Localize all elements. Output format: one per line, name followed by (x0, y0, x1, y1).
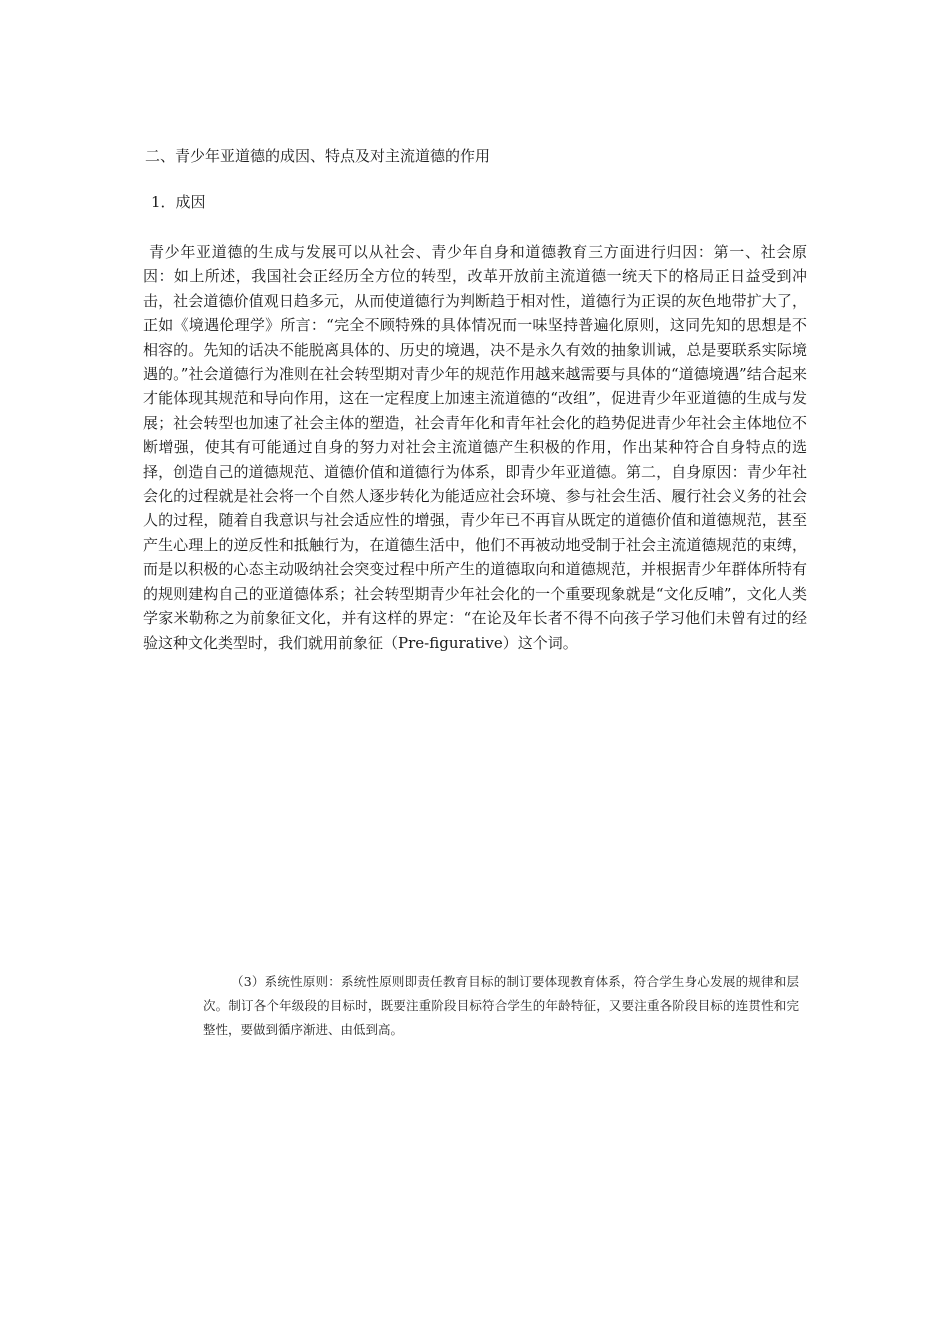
body-paragraph: 青少年亚道德的生成与发展可以从社会、青少年自身和道德教育三方面进行归因：第一、社会原因：如上所述，我国社会正经历全方位的转型，改革开放前主流道德一统天下的格局正日益受到冲击，社会道德价值观日趋多元，从而使道德行为判断趋于相对性，道德行为正误的灰色地带扩大了，正如《境遇伦理学》所言：“完全不顾特殊的具体情况而一味坚持普遍化原则，这同先知的思想是不相容的。先知的话决不能脱离具体的、历史的境遇，决不是永久有效的抽象训诫，总是要联系实际境遇的。”社会道德行为准则在社会转型期对青少年的规范作用越来越需要与具体的“道德境遇”结合起来才能体现其规范和导向作用，这在一定程度上加速主流道德的“改组”，促进青少年亚道德的生成与发展；社会转型也加速了社会主体的塑造，社会青年化和青年社会化的趋势促进青少年社会主体地位不断增强，使其有可能通过自身的努力对社会主流道德产生积极的作用，作出某种符合自身特点的选择，创造自己的道德规范、道德价值和道德行为体系，即青少年亚道德。第二，自身原因：青少年社会化的过程就是社会将一个自然人逐步转化为能适应社会环境、参与社会生活、履行社会义务的社会人的过程，随着自我意识与社会适应性的增强，青少年已不再盲从既定的道德价值和道德规范，甚至产生心理上的逆反性和抵触行为，在道德生活中，他们不再被动地受制于社会主流道德规范的束缚，而是以积极的心态主动吸纳社会突变过程中所产生的道德取向和道德规范，并根据青少年群体所特有的规则建构自己的亚道德体系；社会转型期青少年社会化的一个重要现象就是“文化反哺”，文化人类学家米勒称之为前象征文化，并有这样的界定：“在论及年长者不得不向孩子学习他们未曾有过的经验这种文化类型时，我们就用前象征（Pre-figurative）这个词。 (143, 243, 807, 652)
footnote-paragraph: （3）系统性原则：系统性原则即责任教育目标的制订要体现教育体系，符合学生身心发展的规律和层次。制订各个年级段的目标时，既要注重阶段目标符合学生的年龄特征，又要注重各阶段目标的连贯性和完整性，要做到循序渐进、由低到高。 (203, 974, 799, 1037)
sub-heading-causes: 1．成因 (151, 193, 206, 211)
section-heading: 二、青少年亚道德的成因、特点及对主流道德的作用 (145, 147, 491, 165)
